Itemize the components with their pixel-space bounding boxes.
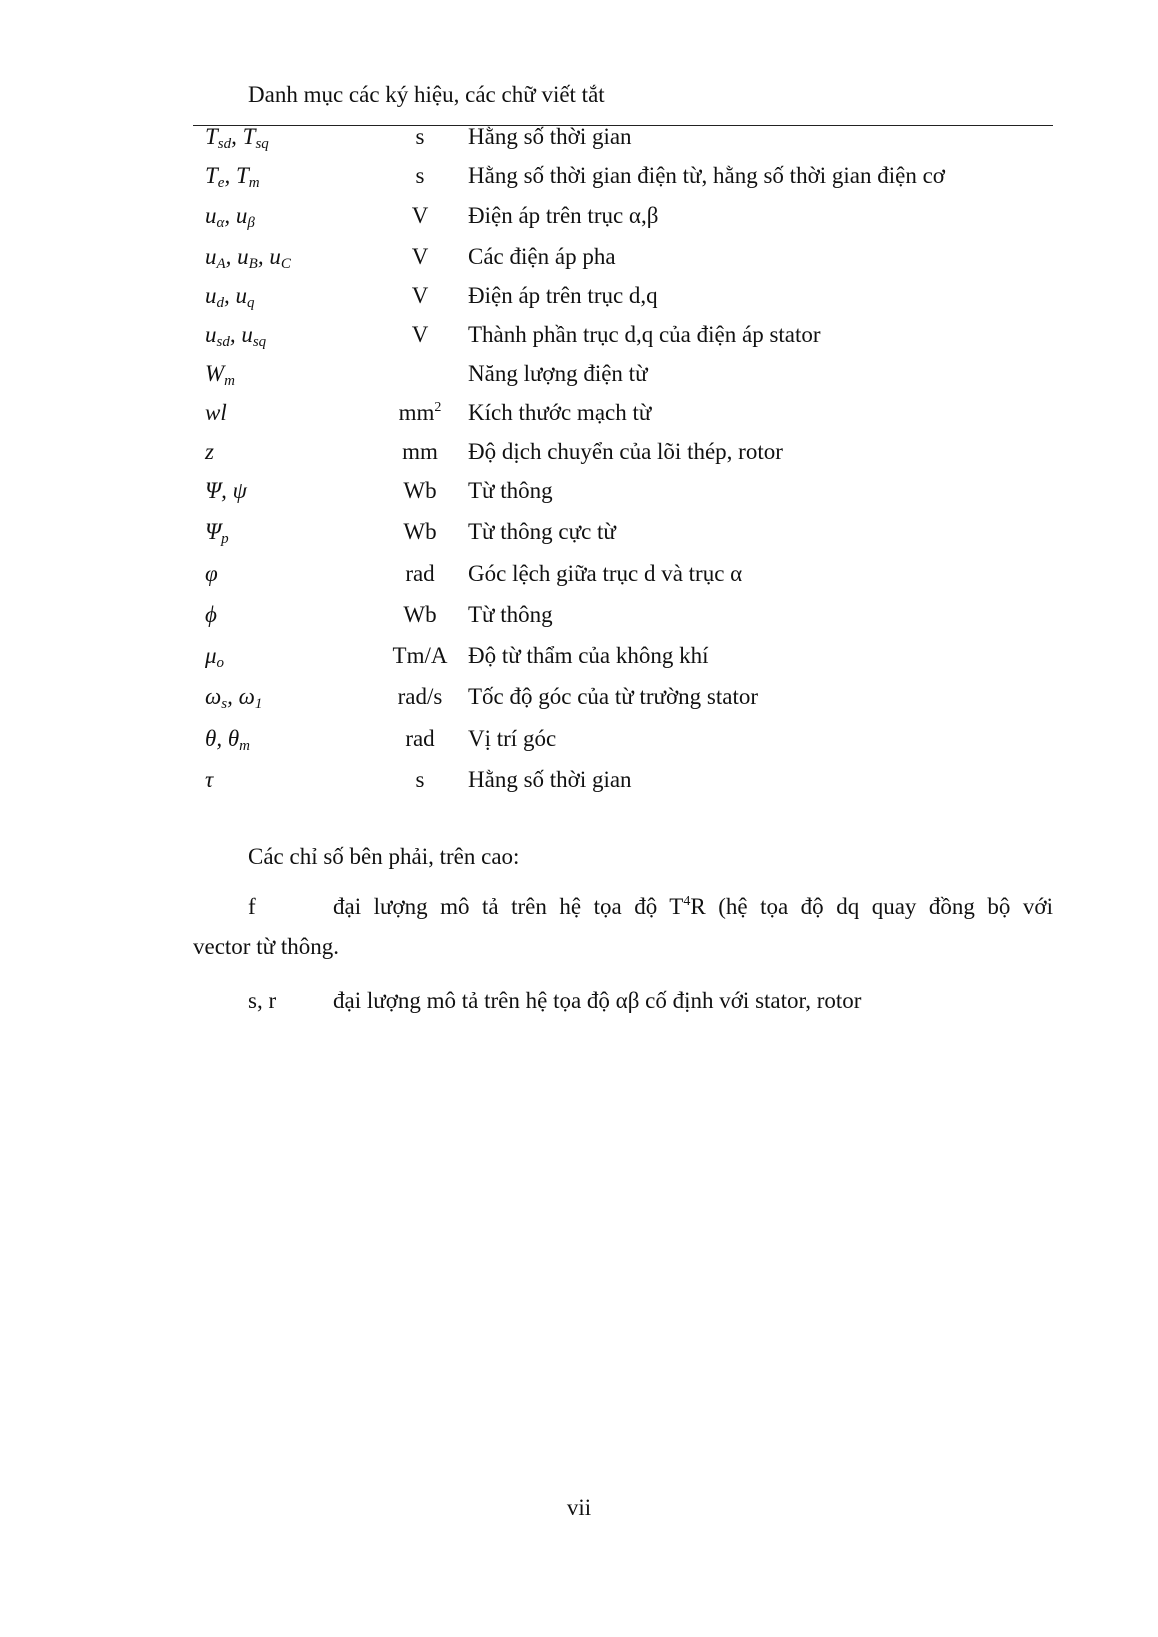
symbol-subscript: e: [217, 175, 225, 191]
symbol-base: u: [205, 203, 217, 228]
symbol-cell: [205, 763, 213, 797]
symbol-subscript: p: [221, 531, 229, 547]
symbol-base: ω: [205, 684, 222, 709]
symbol-cell: [205, 598, 217, 632]
unit-cell: Tm/A: [392, 643, 448, 668]
symbol-subscript: B: [248, 256, 258, 272]
symbol-row: [0, 680, 1158, 714]
description-cell: Hằng số thời gian: [468, 767, 632, 792]
description-cell: Độ dịch chuyển của lõi thép, rotor: [468, 439, 783, 464]
symbol-cell: [205, 435, 214, 469]
symbol-row: [0, 639, 1158, 673]
symbol-separator: ,: [224, 163, 236, 188]
description-cell: Từ thông cực từ: [468, 519, 616, 544]
symbol-subscript: sq: [252, 334, 267, 350]
page-number: vii: [566, 1495, 592, 1520]
symbol-row: [0, 159, 1158, 193]
symbol-cell: [205, 199, 255, 233]
description-cell: Từ thông: [468, 478, 553, 503]
symbol-base: T: [242, 124, 256, 149]
symbol-row: [0, 318, 1158, 352]
note-f-text: [333, 892, 1053, 922]
symbol-base: Ψ: [205, 519, 222, 544]
symbol-row: [0, 240, 1158, 274]
description-cell: Tốc độ góc của từ trường stator: [468, 684, 759, 709]
symbol-subscript: 1: [254, 696, 263, 712]
symbol-cell: [205, 515, 229, 549]
header-title: Danh mục các ký hiệu, các chữ viết tắt: [248, 82, 605, 107]
unit-cell: V: [411, 322, 429, 347]
symbol-row: [0, 598, 1158, 632]
symbol-separator: ,: [224, 203, 236, 228]
symbol-base: μ: [205, 643, 217, 668]
unit-cell: V: [411, 244, 429, 269]
unit-cell: rad: [405, 561, 435, 586]
unit-superscript: 2: [434, 400, 442, 415]
symbol-cell: [205, 318, 266, 352]
unit-cell: s: [415, 163, 425, 188]
symbol-cell: [205, 240, 291, 274]
symbol-separator: ,: [231, 124, 243, 149]
symbol-subscript: C: [280, 256, 291, 272]
symbol-subscript: A: [216, 256, 226, 272]
unit-cell: rad: [405, 726, 435, 751]
unit-cell: mm: [402, 439, 438, 464]
symbol-separator: ,: [227, 684, 239, 709]
symbol-base: wl: [205, 400, 227, 425]
symbol-separator: ,: [229, 322, 242, 347]
notes-intro: Các chỉ số bên phải, trên cao:: [248, 844, 520, 869]
symbol-row: [0, 557, 1158, 591]
symbol-subscript: o: [216, 655, 225, 671]
symbol-subscript: sd: [216, 334, 230, 350]
symbol-row: [0, 357, 1158, 391]
note-f-continuation: vector từ thông.: [193, 934, 339, 959]
symbol-separator: ,: [224, 283, 236, 308]
description-cell: Hằng số thời gian: [468, 124, 632, 149]
symbol-base: θ: [205, 726, 217, 751]
symbol-base: T: [235, 163, 249, 188]
symbol-base: u: [205, 283, 217, 308]
unit-cell: Wb: [403, 519, 437, 544]
symbol-row: [0, 396, 1158, 430]
symbol-cell: [205, 396, 227, 430]
symbol-base: θ: [227, 726, 240, 751]
symbol-subscript: sq: [255, 136, 269, 152]
symbol-base: T: [205, 124, 218, 149]
symbol-separator: ,: [225, 244, 238, 269]
unit-base: mm: [398, 400, 435, 425]
description-cell: Vị trí góc: [468, 726, 557, 751]
symbol-base: u: [205, 322, 217, 347]
symbol-cell: [205, 680, 262, 714]
symbol-cell: [205, 557, 218, 591]
description-cell: Các điện áp pha: [468, 244, 616, 269]
symbol-base: T: [205, 163, 218, 188]
symbol-subscript: q: [247, 295, 255, 311]
symbol-base: ϕ: [205, 602, 217, 627]
symbol-row: [0, 474, 1158, 508]
symbol-subscript: m: [239, 738, 250, 754]
symbol-subscript: sd: [217, 136, 232, 152]
symbol-cell: [205, 279, 255, 313]
symbol-base: u: [241, 322, 253, 347]
symbol-subscript: s: [221, 696, 228, 712]
note-sr-label: s, r: [248, 988, 277, 1013]
description-cell: Thành phần trục d,q của điện áp stator: [468, 322, 821, 347]
symbol-separator: ,: [216, 726, 228, 751]
symbol-subscript: m: [224, 373, 236, 389]
unit-cell: rad/s: [397, 684, 443, 709]
symbol-base: W: [205, 361, 225, 386]
symbol-base: u: [235, 203, 248, 228]
symbol-subscript: α: [216, 215, 225, 231]
description-cell: Năng lượng điện từ: [468, 361, 648, 386]
symbol-separator: ,: [257, 244, 270, 269]
unit-cell: Wb: [403, 478, 437, 503]
note-f-text-b: R (hệ tọa độ dq quay đồng bộ với: [690, 894, 1053, 919]
symbol-subscript: β: [247, 215, 255, 231]
symbol-base: ω: [238, 684, 255, 709]
symbol-subscript: d: [216, 295, 224, 311]
symbol-base: φ: [205, 561, 218, 586]
symbol-base: u: [269, 244, 281, 269]
unit-cell: Wb: [403, 602, 437, 627]
symbol-row: [0, 120, 1158, 154]
symbol-cell: [205, 639, 224, 673]
symbol-cell: [205, 474, 247, 508]
note-f-label: f: [248, 894, 256, 919]
note-sr-text: đại lượng mô tả trên hệ tọa độ αβ cố định với stator, rotor: [333, 988, 862, 1013]
symbol-separator: ,: [221, 478, 233, 503]
description-cell: Kích thước mạch từ: [468, 400, 652, 425]
unit-cell: V: [411, 203, 429, 228]
symbol-row: [0, 435, 1158, 469]
symbol-row: [0, 279, 1158, 313]
symbol-row: [0, 763, 1158, 797]
symbol-row: [0, 515, 1158, 549]
note-f-text-a: đại lượng mô tả trên hệ tọa độ T: [333, 894, 684, 919]
symbol-row: [0, 722, 1158, 756]
symbol-base: z: [205, 439, 214, 464]
symbol-cell: [205, 120, 269, 154]
unit-cell: s: [415, 767, 425, 792]
symbol-subscript: m: [248, 175, 260, 191]
unit-cell: [370, 396, 470, 430]
symbol-cell: [205, 159, 260, 193]
symbol-base: Ψ: [205, 478, 222, 503]
description-cell: Độ từ thẩm của không khí: [468, 643, 709, 668]
symbol-row: [0, 199, 1158, 233]
symbol-cell: [205, 357, 235, 391]
unit-cell: V: [411, 283, 429, 308]
description-cell: Điện áp trên trục d,q: [468, 283, 658, 308]
description-cell: Điện áp trên trục α,β: [468, 203, 659, 228]
description-cell: Hằng số thời gian điện từ, hằng số thời gian điện cơ: [468, 163, 945, 188]
note-f-sup: 4: [683, 894, 691, 909]
symbol-base: u: [237, 244, 249, 269]
symbol-base: u: [235, 283, 247, 308]
description-cell: Từ thông: [468, 602, 553, 627]
symbol-cell: [205, 722, 250, 756]
symbol-base: ψ: [232, 478, 247, 503]
symbol-base: τ: [205, 767, 214, 792]
symbol-base: u: [205, 244, 217, 269]
description-cell: Góc lệch giữa trục d và trục α: [468, 561, 743, 586]
unit-cell: s: [415, 124, 425, 149]
